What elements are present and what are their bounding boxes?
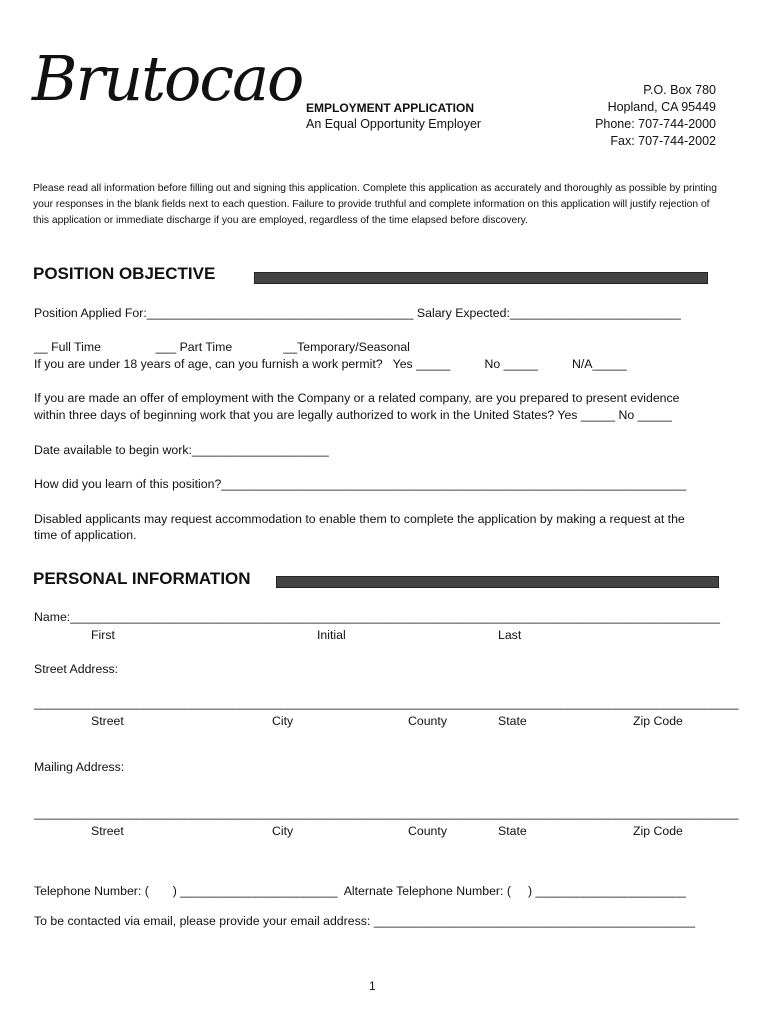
name-last-label: Last <box>498 628 522 642</box>
employment-type-options[interactable]: __ Full Time ___ Part Time __Temporary/Seasonal <box>34 340 410 354</box>
mailing-address-label: Mailing Address: <box>34 760 125 774</box>
name-field[interactable]: Name:_______________________________________________________________________________________________ <box>34 610 720 624</box>
mailing-address-state-label: State <box>498 824 527 838</box>
address-fax: Fax: 707-744-2002 <box>610 134 716 148</box>
disabled-note-line-1: Disabled applicants may request accommodation to enable them to complete the application by making a request at the <box>34 512 685 526</box>
mailing-address-field[interactable]: _______________________________________________________________________________________________________ <box>34 806 739 820</box>
street-address-state-label: State <box>498 714 527 728</box>
name-initial-label: Initial <box>317 628 346 642</box>
street-address-zip-label: Zip Code <box>633 714 683 728</box>
disabled-note-line-2: time of application. <box>34 528 137 542</box>
mailing-address-city-label: City <box>272 824 294 838</box>
email-field[interactable]: To be contacted via email, please provide your email address: _______________________________________________ <box>34 914 696 928</box>
street-address-field[interactable]: _______________________________________________________________________________________________________ <box>34 696 739 710</box>
brutocao-logo: Brutocao <box>32 42 303 115</box>
street-address-label: Street Address: <box>34 662 119 676</box>
address-city: Hopland, CA 95449 <box>607 100 716 114</box>
position-objective-bar <box>254 272 708 284</box>
page-number: 1 <box>369 979 376 993</box>
personal-information-bar <box>276 576 719 588</box>
mailing-address-street-label: Street <box>91 824 124 838</box>
street-address-street-label: Street <box>91 714 124 728</box>
street-address-city-label: City <box>272 714 294 728</box>
work-authorization-line-1: If you are made an offer of employment with the Company or a related company, are you prepared to present evidence <box>34 391 680 405</box>
name-first-label: First <box>91 628 115 642</box>
position-applied-field[interactable]: Position Applied For:_______________________________________ Salary Expected:_________________________ <box>34 306 681 320</box>
intro-paragraph: Please read all information before filling out and signing this application. Complete this application as accurately and thoroughly as possible by printing your responses in the blank fields next to each question. Failure to provide truthful and complete information on this application will justify rejection of this application or immediate discharge if you are employed, regardless of the time elapsed before discovery. <box>33 183 718 226</box>
mailing-address-zip-label: Zip Code <box>633 824 683 838</box>
form-subtitle: An Equal Opportunity Employer <box>306 117 482 131</box>
form-title: EMPLOYMENT APPLICATION <box>306 101 474 115</box>
personal-information-heading: PERSONAL INFORMATION <box>33 569 251 588</box>
street-address-county-label: County <box>408 714 447 728</box>
address-phone: Phone: 707-744-2000 <box>595 117 716 131</box>
date-available-field[interactable]: Date available to begin work:____________________ <box>34 443 329 457</box>
position-objective-heading: POSITION OBJECTIVE <box>33 264 216 283</box>
mailing-address-county-label: County <box>408 824 447 838</box>
work-authorization-line-2[interactable]: within three days of beginning work that you are legally authorized to work in the United States? Yes _____ No _____ <box>34 408 672 422</box>
how-learn-field[interactable]: How did you learn of this position?____________________________________________________________________ <box>34 477 687 491</box>
address-po-box: P.O. Box 780 <box>643 83 716 97</box>
telephone-field[interactable]: Telephone Number: ( ) _______________________ Alternate Telephone Number: ( ) ______________________ <box>34 884 687 898</box>
work-permit-question[interactable]: If you are under 18 years of age, can you furnish a work permit? Yes _____ No _____ N/A_____ <box>34 357 627 371</box>
